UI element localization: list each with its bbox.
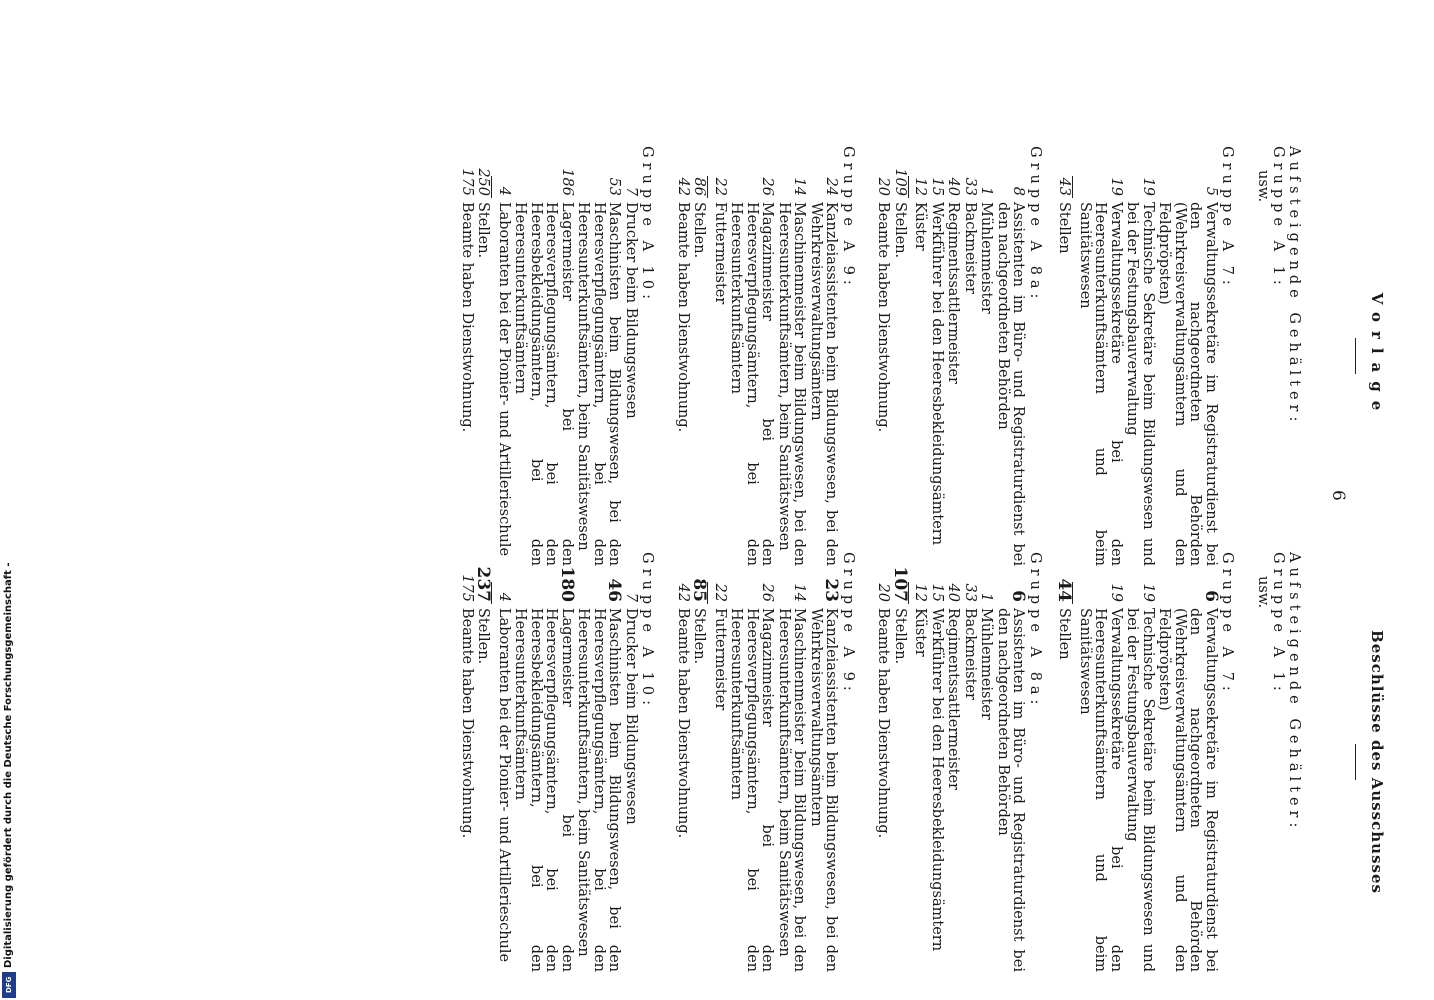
entry-count: 22 [712, 177, 728, 196]
dienstwohnung-count: 20 [875, 583, 892, 602]
entry-description: Werkführer bei den Heeresbekleidungsämtern [929, 202, 945, 546]
entry-count: 12 [912, 583, 929, 602]
column-vorlage [459, 146, 1434, 566]
entry-row [1077, 552, 1124, 972]
entry-description: Maschinenmeister beim Bildungswesen, bei den Heeresunterkunftsämtern, beim Sanitätswesen [776, 608, 808, 972]
total-row [473, 552, 494, 972]
entry-description: Maschinenmeister beim Bildungswesen, bei den Heeresunterkunftsämtern, beim Sanitätswesen [776, 202, 808, 566]
group-a1-heading: Gruppe A 1: [1270, 146, 1287, 290]
entry-count: 19 [1108, 177, 1124, 196]
entry-description: Backmeister [962, 202, 978, 294]
entry-count: 15 [929, 177, 945, 196]
entry-count: 8 [1010, 186, 1027, 196]
dienstwohnung-text: Beamte haben Dienstwohnung. [875, 608, 892, 839]
dienstwohnung-text: Beamte haben Dienstwohnung. [459, 202, 475, 433]
dfg-credit-footer [2, 562, 16, 998]
entry-count: 6 [1008, 590, 1029, 602]
entry-row [808, 552, 842, 972]
entry-row [912, 552, 928, 972]
entry-count: 4 [496, 592, 512, 602]
entry-description: Futtermeister [712, 202, 728, 305]
entry-row [808, 146, 839, 566]
dienstwohnung-row [675, 146, 691, 566]
entry-row [1077, 146, 1124, 566]
entry-row [512, 552, 577, 972]
entry-count: 14 [791, 177, 808, 196]
entry-count: 186 [559, 168, 575, 196]
entry-description: Drucker beim Bildungswesen [623, 608, 639, 825]
entry-description: Maschinisten beim Bildungswesen, bei den Heeresverpflegungsämtern, bei den Heeresunterkunftsämtern, beim Sanitätswesen [575, 608, 623, 972]
entry-row [1124, 146, 1155, 566]
total-row [689, 552, 710, 972]
entry-count: 26 [759, 583, 776, 602]
entry-description: Laboranten bei der Pionier- und Artillerieschule [496, 202, 512, 557]
sum-rule [1073, 176, 1074, 198]
page-number: 6 [1328, 490, 1348, 501]
entry-row [962, 552, 978, 972]
entry-description: Backmeister [962, 608, 978, 700]
total-count: 250 [475, 168, 492, 196]
entry-row [728, 552, 775, 972]
entry-description: Drucker beim Bildungswesen [623, 202, 639, 419]
entry-row [512, 146, 574, 566]
entry-description: Regimentssattlermeister [945, 202, 962, 384]
entry-description: Assistenten im Büro- und Registraturdienst bei den nachgeordneten Behörden [995, 608, 1027, 972]
entry-description: Assistenten im Büro- und Registraturdienst bei den nachgeordneten Behörden [995, 202, 1027, 566]
dfg-credit-text: Digitalisierung gefördert durch die Deutsche Forschungsgemeinschaft - [3, 562, 14, 968]
column-heading: Beschlüsse des Ausschusses [1368, 630, 1386, 894]
dienstwohnung-text: Beamte haben Dienstwohnung. [875, 202, 892, 433]
entry-description: Technische Sekretäre beim Bildungswesen und bei der Festungsbauverwaltung [1124, 202, 1156, 566]
entry-count: 33 [962, 177, 978, 196]
total-count: 237 [473, 566, 494, 602]
entry-row [575, 146, 622, 566]
entry-row [623, 552, 639, 972]
entry-count: 19 [1140, 583, 1156, 602]
entry-row [1124, 552, 1155, 972]
total-label: Stellen. [475, 202, 492, 259]
entry-row [995, 552, 1029, 972]
total-count: 44 [1054, 578, 1075, 602]
entry-count: 22 [712, 583, 728, 602]
total-count: 109 [892, 168, 908, 196]
entry-row [776, 146, 807, 566]
total-label: Stellen. [691, 608, 708, 665]
entry-row [496, 552, 512, 972]
entry-description: Lagermeister bei den Heeresverpflegungsämtern, bei den Heeresbekleidungsämtern, bei den Heeresunterkunftsämtern [512, 608, 575, 972]
entry-count: 4 [496, 186, 512, 196]
label-aufsteigende: Aufsteigende Gehälter: [1286, 552, 1302, 833]
group-a1-heading: Gruppe A 1: [1270, 552, 1287, 696]
total-label: Stellen [1056, 202, 1073, 254]
entry-count: 7 [623, 186, 639, 196]
entry-count: 6 [1201, 590, 1221, 602]
entry-count: 40 [945, 177, 962, 196]
dienstwohnung-count: 20 [875, 177, 892, 196]
entry-row [728, 146, 775, 566]
entry-row [929, 146, 945, 566]
entry-description: Magazinmeister bei den Heeresverpflegungsämtern, bei den Heeresunterkunftsämtern [728, 608, 776, 972]
entry-row [945, 146, 961, 566]
entry-description: Lagermeister bei den Heeresverpflegungsämtern, bei den Heeresbekleidungsämtern, bei den Heeresunterkunftsämtern [512, 202, 575, 566]
entry-description: Verwaltungssekretäre bei den Heeresunterkunftsämtern und beim Sanitätswesen [1077, 608, 1124, 972]
dienstwohnung-text: Beamte haben Dienstwohnung. [675, 608, 691, 839]
label-aufsteigende: Aufsteigende Gehälter: [1286, 146, 1302, 427]
entry-row [929, 552, 945, 972]
total-label: Stellen. [475, 608, 492, 665]
entry-count: 40 [945, 583, 962, 602]
total-label: Stellen. [892, 608, 908, 665]
entry-description: Maschinisten beim Bildungswesen, bei den Heeresverpflegungsämtern, bei den Heeresunterkunftsämtern, beim Sanitätswesen [575, 202, 623, 566]
entry-description: Futtermeister [712, 608, 728, 711]
group-a9-heading: Gruppe A 9: [840, 552, 856, 696]
entry-description: Kanzleiassistenten beim Bildungswesen, bei den Wehrkreisverwaltungsämtern [808, 608, 840, 972]
total-row [475, 146, 491, 566]
dienstwohnung-row [875, 146, 891, 566]
entry-count: 7 [623, 592, 639, 602]
entry-count: 46 [604, 578, 625, 602]
entry-description: Technische Sekretäre beim Bildungswesen und bei der Festungsbauverwaltung [1124, 608, 1156, 972]
column-heading: Vorlage [1368, 292, 1386, 420]
entry-description: Küster [912, 608, 929, 657]
total-row [1054, 552, 1075, 972]
sum-rule [492, 176, 493, 198]
entry-description: Mühlenmeister [978, 202, 995, 314]
entry-description: Magazinmeister bei den Heeresverpflegungsämtern, bei den Heeresunterkunftsämtern [728, 202, 776, 566]
total-row [691, 146, 707, 566]
group-a10-heading: Gruppe A 10: [639, 146, 656, 305]
group-a8a-heading: Gruppe A 8a: [1027, 146, 1043, 304]
entry-count: 1 [978, 592, 995, 602]
heading-rule [1355, 338, 1356, 374]
dienstwohnung-count: 175 [459, 574, 475, 602]
total-count: 107 [890, 566, 910, 602]
dienstwohnung-count: 175 [459, 168, 475, 196]
group-a7-heading: Gruppe A 7: [1219, 552, 1236, 696]
group-a9-heading: Gruppe A 9: [840, 146, 856, 290]
entry-description: Verwaltungssekretäre im Registraturdienst bei den nachgeordneten Behörden (Wehrkreisverwaltungsämtern und den Feldpröpsten) [1156, 202, 1219, 566]
entry-count: 15 [929, 583, 945, 602]
entry-description: Laboranten bei der Pionier- und Artillerieschule [496, 608, 512, 963]
total-label: Stellen. [892, 202, 908, 259]
entry-count: 33 [962, 583, 978, 602]
total-row [892, 552, 908, 972]
entry-description: Verwaltungssekretäre bei den Heeresunterkunftsämtern und beim Sanitätswesen [1077, 202, 1124, 566]
entry-row [776, 552, 807, 972]
group-a10-heading: Gruppe A 10: [639, 552, 656, 711]
usw-text: usw. [1255, 576, 1271, 609]
total-row [892, 146, 908, 566]
total-count: 85 [689, 578, 710, 602]
entry-count: 14 [791, 583, 808, 602]
usw-text: usw. [1255, 170, 1271, 203]
heading-rule [1355, 744, 1356, 780]
entry-description: Mühlenmeister [978, 608, 995, 720]
total-label: Stellen [1056, 608, 1073, 660]
dienstwohnung-text: Beamte haben Dienstwohnung. [675, 202, 691, 433]
entry-row [978, 146, 994, 566]
group-a8a-heading: Gruppe A 8a: [1027, 552, 1043, 710]
entry-count: 5 [1203, 186, 1219, 196]
entry-row [623, 146, 639, 566]
entry-row [712, 146, 728, 566]
entry-row [995, 146, 1026, 566]
entry-count: 26 [759, 177, 776, 196]
entry-description: Werkführer bei den Heeresbekleidungsämtern [929, 608, 945, 952]
total-row [1056, 146, 1072, 566]
entry-count: 19 [1108, 583, 1124, 602]
dienstwohnung-count: 42 [675, 583, 691, 602]
entry-count: 12 [912, 177, 929, 196]
dienstwohnung-text: Beamte haben Dienstwohnung. [459, 608, 475, 839]
entry-count: 180 [557, 566, 577, 602]
entry-row [575, 552, 625, 972]
entry-row [496, 146, 512, 566]
entry-count: 23 [821, 578, 842, 602]
dienstwohnung-count: 42 [675, 177, 691, 196]
dienstwohnung-row [459, 552, 475, 972]
entry-count: 24 [823, 177, 840, 196]
column-beschluesse [459, 552, 1434, 972]
entry-row [945, 552, 961, 972]
total-count: 43 [1056, 177, 1073, 196]
entry-row [978, 552, 994, 972]
entry-count: 19 [1140, 177, 1156, 196]
total-label: Stellen. [691, 202, 708, 259]
entry-description: Kanzleiassistenten beim Bildungswesen, bei den Wehrkreisverwaltungsämtern [808, 202, 840, 566]
entry-row [1156, 552, 1221, 972]
entry-count: 53 [606, 177, 623, 196]
entry-count: 1 [978, 186, 995, 196]
dfg-logo: DFG [2, 972, 16, 998]
dienstwohnung-row [875, 552, 891, 972]
dienstwohnung-row [459, 146, 475, 566]
entry-row [912, 146, 928, 566]
entry-row [1156, 146, 1218, 566]
entry-description: Regimentssattlermeister [945, 608, 962, 790]
sum-rule [708, 176, 709, 198]
total-count: 86 [691, 177, 708, 196]
entry-description: Verwaltungssekretäre im Registraturdienst bei den nachgeordneten Behörden (Wehrkreisverwaltungsämtern und den Feldpröpsten) [1156, 608, 1219, 972]
group-a7-heading: Gruppe A 7: [1219, 146, 1236, 290]
dienstwohnung-row [675, 552, 691, 972]
entry-description: Küster [912, 202, 929, 251]
sum-rule [908, 176, 909, 198]
entry-row [712, 552, 728, 972]
entry-row [962, 146, 978, 566]
